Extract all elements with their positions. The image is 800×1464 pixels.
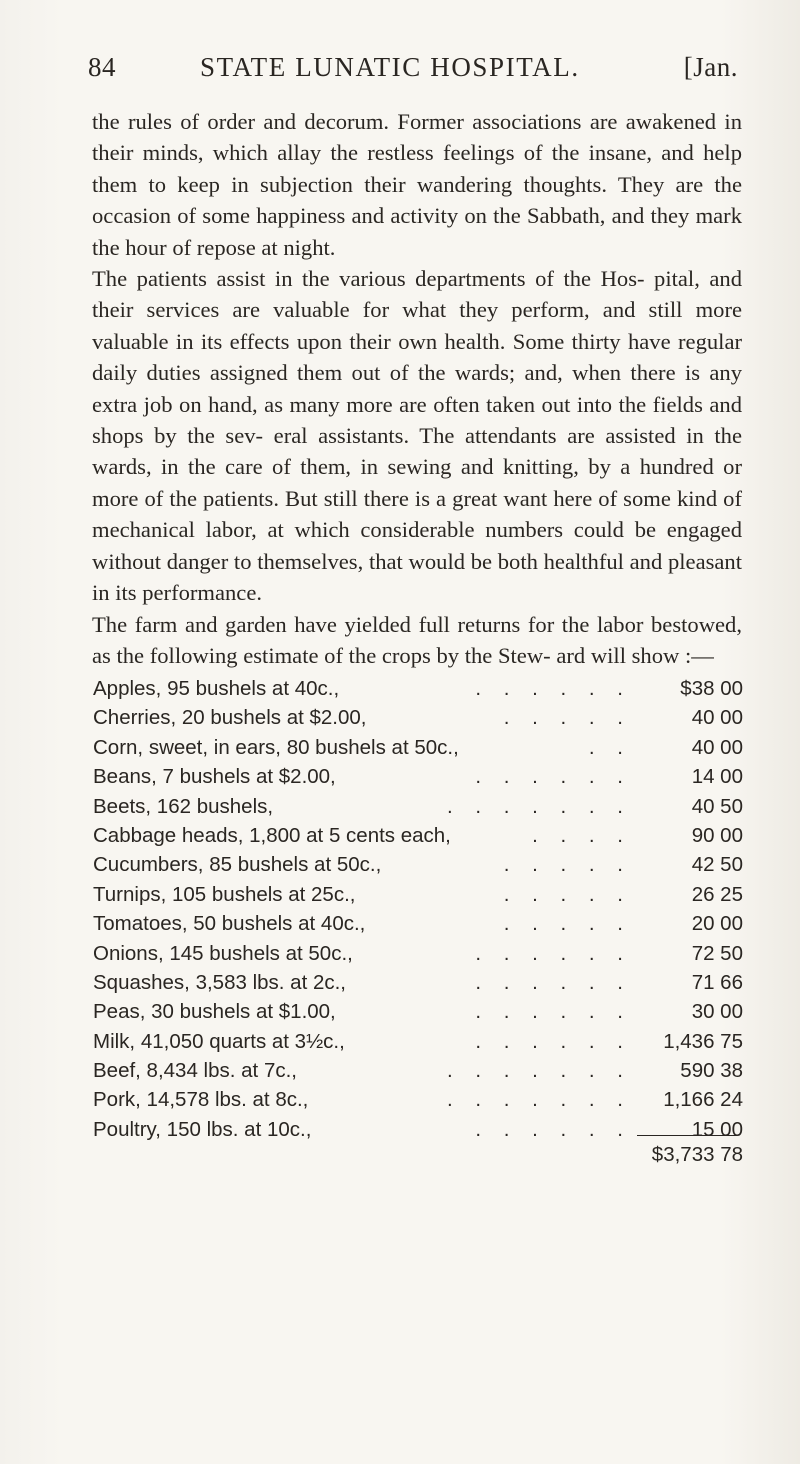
- table-row: [93, 762, 743, 791]
- crop-amount: 40 00: [691, 735, 743, 759]
- header-date: [Jan.: [683, 52, 738, 82]
- crop-amount: 20 00: [691, 912, 743, 936]
- crop-item: Cherries, 20 bushels at $2.00,: [93, 706, 367, 730]
- leader-dots: . . . . .: [503, 853, 623, 877]
- paragraph: the rules of order and decorum. Former associations are awakened in their minds, which allay the restless feelings of the insane, and help them to keep in subjection their wandering thoughts. They are the occasion of some happiness and activity on the Sabbath, and they mark the hour of repose at night.: [92, 109, 742, 260]
- crop-amount: 15 00: [691, 1117, 743, 1141]
- crop-item: Apples, 95 bushels at 40c.,: [93, 677, 340, 700]
- page-number: 84: [88, 52, 116, 82]
- leader-dots: . . . . . .: [475, 941, 623, 965]
- table-row: [93, 939, 743, 968]
- crop-amount: 590 38: [680, 1059, 743, 1083]
- leader-dots: . . . . . .: [475, 1117, 623, 1141]
- crop-item: Corn, sweet, in ears, 80 bushels at 50c.,: [93, 735, 459, 759]
- crop-amount: 71 66: [691, 970, 743, 994]
- running-title: STATE LUNATIC HOSPITAL.: [200, 52, 580, 82]
- crop-amount: 26 25: [691, 882, 743, 906]
- crop-amount: 30 00: [691, 1000, 743, 1024]
- body-text: [92, 106, 742, 671]
- crop-amount: 72 50: [691, 941, 743, 965]
- table-row: [93, 909, 743, 938]
- table-row: [93, 997, 743, 1026]
- table-row: [93, 850, 743, 879]
- leader-dots: . . . . . .: [475, 1029, 623, 1053]
- crop-amount: 1,166 24: [663, 1088, 743, 1112]
- leader-dots: . . . . . . .: [446, 794, 623, 818]
- table-row: [93, 1027, 743, 1056]
- table-row: [93, 792, 743, 821]
- total-rule: [637, 1135, 737, 1136]
- table-row: [93, 733, 743, 762]
- table-row: [93, 674, 743, 703]
- leader-dots: . . . . .: [503, 706, 623, 730]
- crop-estimate-table: [93, 674, 743, 1144]
- leader-dots: . .: [588, 735, 623, 759]
- table-row: [93, 1085, 743, 1114]
- crop-amount: 1,436 75: [663, 1029, 743, 1053]
- crop-amount: 90 00: [691, 823, 743, 847]
- crop-item: Cucumbers, 85 bushels at 50c.,: [93, 853, 382, 877]
- leader-dots: . . . . . . .: [446, 1059, 623, 1083]
- crop-item: Beets, 162 bushels,: [93, 794, 274, 818]
- table-row: [93, 968, 743, 997]
- page-header: [88, 52, 738, 88]
- table-row: [93, 1056, 743, 1085]
- table-row: [93, 703, 743, 732]
- crop-item: Onions, 145 bushels at 50c.,: [93, 941, 353, 965]
- crop-item: Poultry, 150 lbs. at 10c.,: [93, 1117, 312, 1141]
- crop-item: Squashes, 3,583 lbs. at 2c.,: [93, 970, 346, 994]
- crop-amount: 42 50: [691, 853, 743, 877]
- crop-item: Beans, 7 bushels at $2.00,: [93, 765, 336, 789]
- crop-item: Tomatoes, 50 bushels at 40c.,: [93, 912, 366, 936]
- leader-dots: . . . . . .: [475, 1000, 623, 1024]
- paragraph: The patients assist in the various departments of the Hos- pital, and their services are valuable for what they perform, and still more valuable in its effects upon their own health. Some thirty have regular daily duties assigned them out of the wards; and, when there is any extra job on hand, as many more are often taken out into the fields and shops by the sev- eral assistants. The attendants are assisted in the wards, in the care of them, in sewing and knitting, by a hundred or more of the patients. But still there is a great want here of some kind of mechanical labor, at which considerable numbers could be engaged without danger to themselves, that would be both healthful and pleasant in its performance.: [92, 266, 742, 606]
- crop-amount: 14 00: [691, 765, 743, 789]
- crop-item: Cabbage heads, 1,800 at 5 cents each,: [93, 823, 451, 847]
- leader-dots: . . . . . .: [475, 970, 623, 994]
- crop-amount: 40 50: [691, 794, 743, 818]
- leader-dots: . . . . . .: [475, 765, 623, 789]
- table-row: [93, 821, 743, 850]
- leader-dots: . . . . . . .: [446, 1088, 623, 1112]
- crop-item: Peas, 30 bushels at $1.00,: [93, 1000, 336, 1024]
- leader-dots: . . . . .: [503, 912, 623, 936]
- leader-dots: . . . . . .: [475, 677, 623, 700]
- crop-amount: 40 00: [691, 706, 743, 730]
- leader-dots: . . . . .: [503, 882, 623, 906]
- crop-item: Beef, 8,434 lbs. at 7c.,: [93, 1059, 297, 1083]
- crop-amount: $38 00: [680, 677, 743, 700]
- table-row: [93, 880, 743, 909]
- crop-total: $3,733 78: [651, 1143, 743, 1166]
- leader-dots: . . . .: [532, 823, 623, 847]
- paragraph: The farm and garden have yielded full returns for the labor bestowed, as the following estimate of the crops by the Stew- ard will show :—: [92, 611, 742, 668]
- crop-item: Milk, 41,050 quarts at 3½c.,: [93, 1029, 345, 1053]
- crop-item: Pork, 14,578 lbs. at 8c.,: [93, 1088, 309, 1112]
- crop-item: Turnips, 105 bushels at 25c.,: [93, 882, 356, 906]
